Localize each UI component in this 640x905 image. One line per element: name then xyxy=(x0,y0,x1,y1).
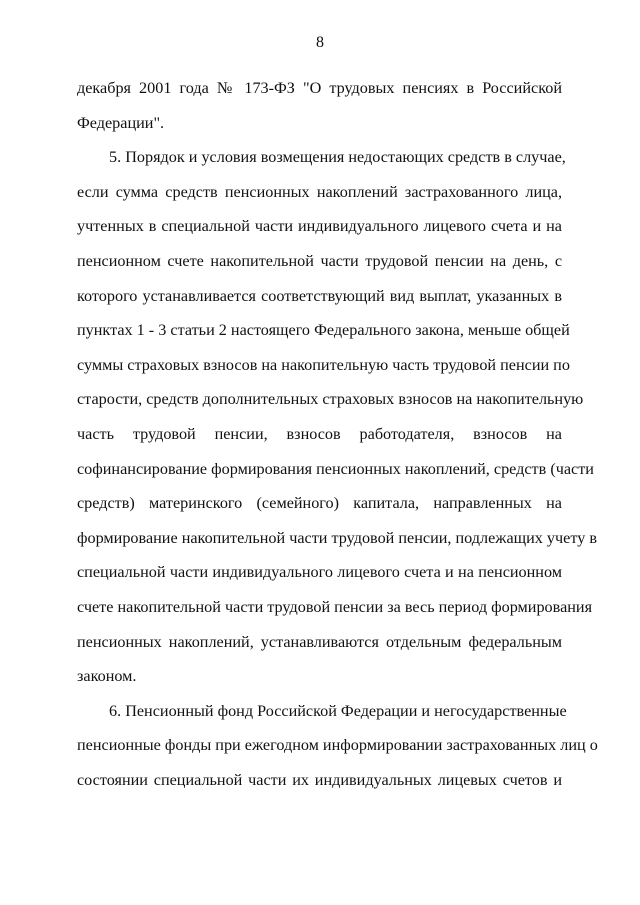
text-line: средств) материнского (семейного) капитала, направленных на xyxy=(77,494,562,513)
text-line: формирование накопительной части трудовой пенсии, подлежащих учету в xyxy=(77,528,597,547)
text-line: 5. Порядок и условия возмещения недостающих средств в случае, xyxy=(109,148,566,167)
document-body xyxy=(77,71,598,797)
text-line: если сумма средств пенсионных накоплений застрахованного лица, xyxy=(77,182,562,201)
text-line: часть трудовой пенсии, взносов работодателя, взносов на xyxy=(77,424,562,443)
paragraph-continuation xyxy=(77,71,562,140)
text-line: учтенных в специальной части индивидуального лицевого счета и на xyxy=(77,217,562,236)
text-line: пенсионном счете накопительной части трудовой пенсии на день, с xyxy=(77,251,562,270)
text-line: суммы страховых взносов на накопительную часть трудовой пенсии по xyxy=(77,355,570,374)
text-line: 6. Пенсионный фонд Российской Федерации и негосударственные xyxy=(109,701,567,720)
text-line: старости, средств дополнительных страховых взносов на накопительную xyxy=(77,390,584,409)
text-line: счете накопительной части трудовой пенсии за весь период формирования xyxy=(77,597,593,616)
text-line: специальной части индивидуального лицевого счета и на пенсионном xyxy=(77,563,562,582)
text-line: Федерации". xyxy=(77,113,165,132)
paragraph-6 xyxy=(77,694,598,798)
text-line: софинансирование формирования пенсионных накоплений, средств (части xyxy=(77,459,594,478)
page-number: 8 xyxy=(316,34,324,51)
text-line: состоянии специальной части их индивидуальных лицевых счетов и xyxy=(77,770,562,789)
text-line: пенсионные фонды при ежегодном информировании застрахованных лиц о xyxy=(77,736,598,755)
text-line: которого устанавливается соответствующий вид выплат, указанных в xyxy=(77,286,562,305)
text-line: пунктах 1 - 3 статьи 2 настоящего Федерального закона, меньше общей xyxy=(77,321,570,340)
text-line: декабря 2001 года № 173-ФЗ "О трудовых пенсиях в Российской xyxy=(77,79,562,97)
paragraph-5 xyxy=(77,140,597,694)
text-line: законом. xyxy=(77,667,137,686)
text-line: пенсионных накоплений, устанавливаются отдельным федеральным xyxy=(77,632,562,651)
